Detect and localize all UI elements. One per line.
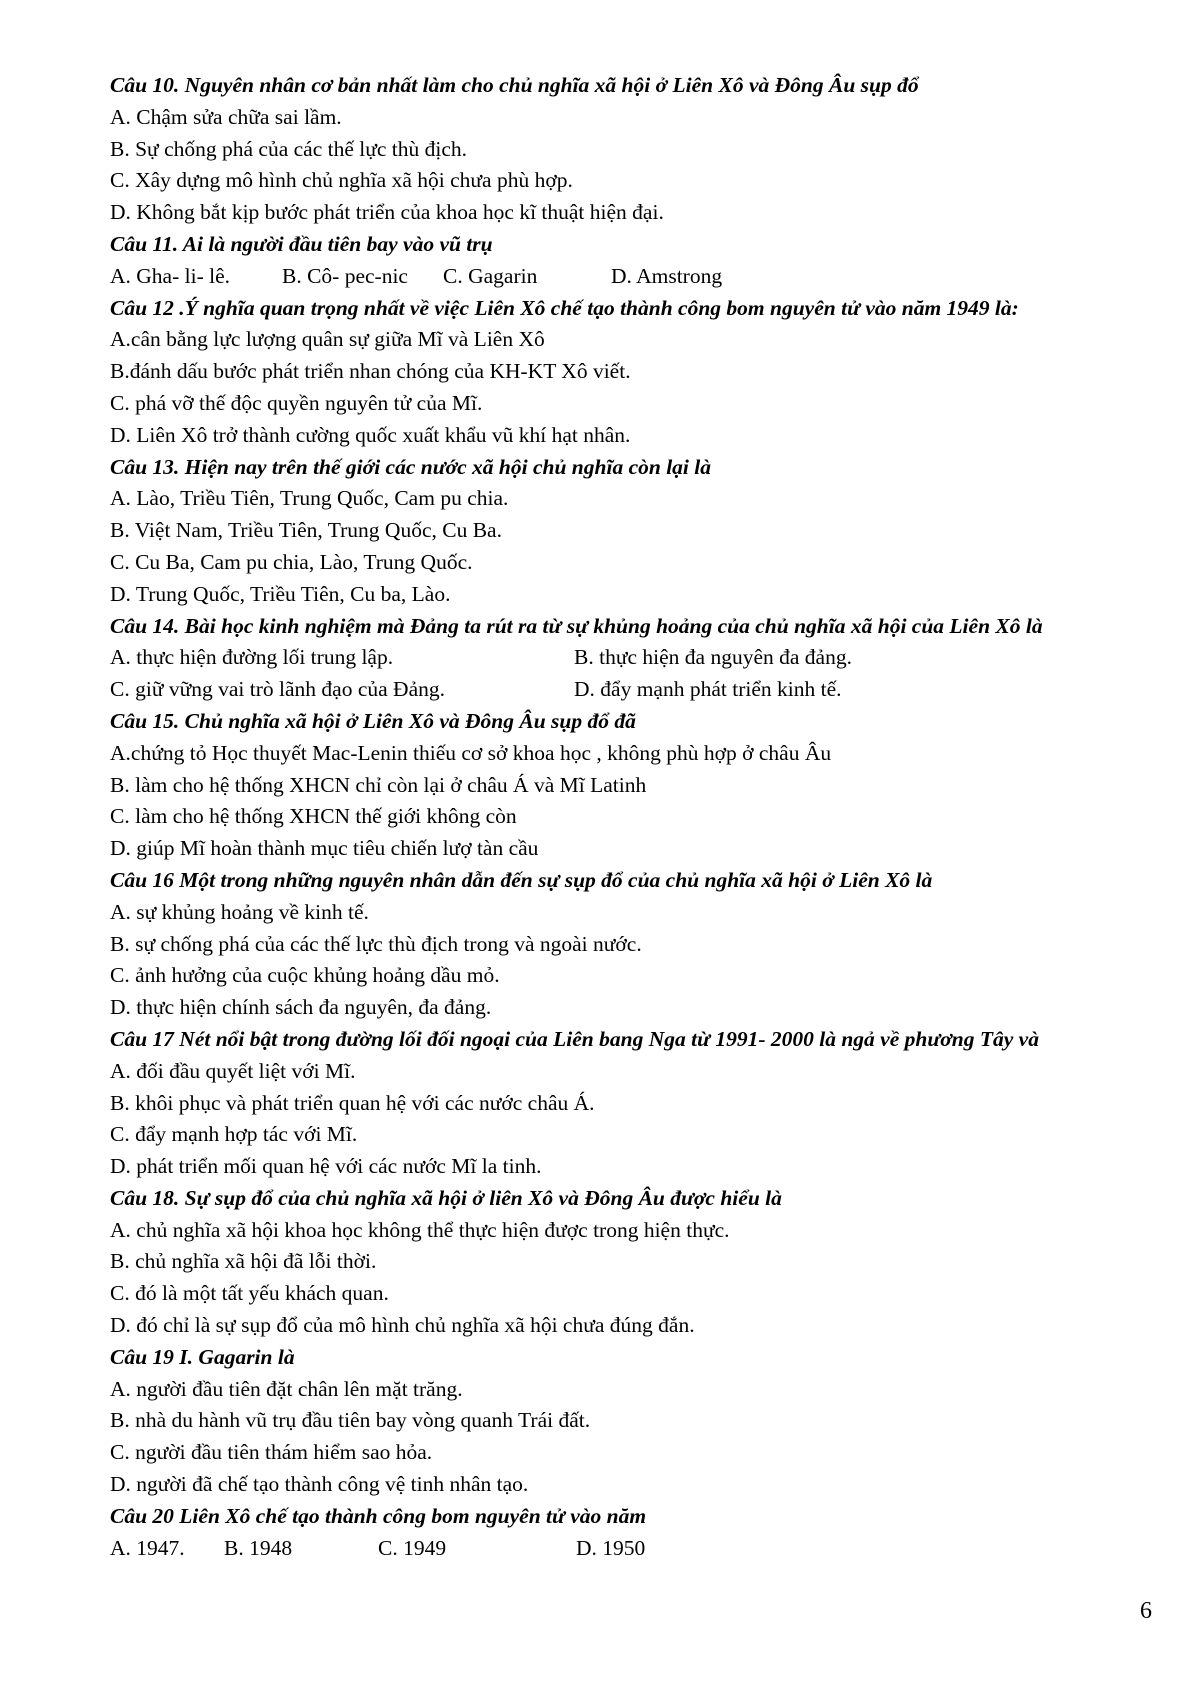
answer-option: C. Gagarin [443,263,538,288]
answer-option: A. Gha- li- lê. [110,263,231,288]
answer-option: D. giúp Mĩ hoàn thành mục tiêu chiến lượ tàn cầu [110,836,539,861]
answer-option: A. đối đầu quyết liệt với Mĩ. [110,1058,356,1083]
answer-row [110,1533,1170,1565]
answer-option: B. thực hiện đa nguyên đa đảng. [574,645,852,670]
answer-option: C. giữ vững vai trò lãnh đạo của Đảng. [110,677,445,702]
answer-option: D. đẩy mạnh phát triển kinh tế. [574,677,842,702]
answer-option: C. đó là một tất yếu khách quan. [110,1281,389,1306]
answer-option: B. 1948 [224,1535,293,1560]
page-number: 6 [1140,1598,1152,1624]
answer-option: D. thực hiện chính sách đa nguyên, đa đảng. [110,995,492,1020]
answer-option: C. làm cho hệ thống XHCN thế giới không còn [110,804,517,829]
answer-option: C. người đầu tiên thám hiểm sao hỏa. [110,1440,433,1465]
answer-option: B. khôi phục và phát triển quan hệ với các nước châu Á. [110,1090,595,1115]
answer-row [110,674,1170,706]
question-title: Câu 20 Liên Xô chế tạo thành công bom nguyên tử vào năm [110,1503,647,1528]
answer-option: D. Trung Quốc, Triều Tiên, Cu ba, Lào. [110,581,451,606]
answer-option: D. đó chỉ là sự sụp đổ của mô hình chủ nghĩa xã hội chưa đúng đắn. [110,1313,695,1338]
answer-option: A. sự khủng hoảng về kinh tế. [110,899,369,924]
answer-option: A. người đầu tiên đặt chân lên mặt trăng. [110,1376,463,1401]
question-title: Câu 13. Hiện nay trên thế giới các nước xã hội chủ nghĩa còn lại là [110,454,711,479]
answer-option: C. đẩy mạnh hợp tác với Mĩ. [110,1122,358,1147]
answer-option: B. chủ nghĩa xã hội đã lỗi thời. [110,1249,377,1274]
answer-option: C. Cu Ba, Cam pu chia, Lào, Trung Quốc. [110,549,473,574]
question-title: Câu 16 Một trong những nguyên nhân dẫn đến sự sụp đổ của chủ nghĩa xã hội ở Liên Xô là [110,867,933,892]
answer-option: C. Xây dựng mô hình chủ nghĩa xã hội chưa phù hợp. [110,168,573,193]
answer-option: A.chứng tỏ Học thuyết Mac-Lenin thiếu cơ sở khoa học , không phù hợp ở châu Âu [110,740,832,765]
answer-option: A. 1947. [110,1535,185,1560]
answer-option: A. thực hiện đường lối trung lập. [110,645,394,670]
answer-option: B. sự chống phá của các thế lực thù địch trong và ngoài nước. [110,931,642,956]
answer-option: A. Chậm sửa chữa sai lầm. [110,104,342,129]
answer-option: D. Amstrong [611,263,723,288]
question-page [110,70,1170,1564]
answer-option: D. Liên Xô trở thành cường quốc xuất khẩu vũ khí hạt nhân. [110,422,631,447]
answer-option: A. Lào, Triều Tiên, Trung Quốc, Cam pu chia. [110,486,509,511]
answer-row [110,642,1170,674]
question-title: Câu 14. Bài học kinh nghiệm mà Đảng ta rút ra từ sự khủng hoảng của chủ nghĩa xã hội của Liên Xô là [110,613,1043,638]
answer-option: B. nhà du hành vũ trụ đầu tiên bay vòng quanh Trái đất. [110,1408,591,1433]
answer-option: D. phát triển mối quan hệ với các nước Mĩ la tinh. [110,1154,542,1179]
answer-option: A.cân bằng lực lượng quân sự giữa Mĩ và Liên Xô [110,327,545,352]
answer-option: B. Sự chống phá của các thế lực thù địch. [110,136,468,161]
question-title: Câu 19 I. Gagarin là [110,1344,295,1369]
answer-option: C. ảnh hưởng của cuộc khủng hoảng dầu mỏ. [110,963,500,988]
answer-option: B.đánh dấu bước phát triển nhan chóng của KH-KT Xô viết. [110,359,631,384]
question-title: Câu 15. Chủ nghĩa xã hội ở Liên Xô và Đông Âu sụp đổ đã [110,708,636,733]
question-title: Câu 17 Nét nổi bật trong đường lối đối ngoại của Liên bang Nga từ 1991- 2000 là ngả về phương Tây và [110,1026,1039,1051]
answer-option: B. Việt Nam, Triều Tiên, Trung Quốc, Cu Ba. [110,518,502,543]
answer-option: D. 1950 [576,1535,646,1560]
question-title: Câu 11. Ai là người đầu tiên bay vào vũ trụ [110,231,493,256]
answer-option: A. chủ nghĩa xã hội khoa học không thể thực hiện được trong hiện thực. [110,1217,730,1242]
question-title: Câu 18. Sự sụp đổ của chủ nghĩa xã hội ở liên Xô và Đông Âu được hiểu là [110,1185,782,1210]
answer-row [110,261,1170,293]
answer-option: D. người đã chế tạo thành công vệ tinh nhân tạo. [110,1472,529,1497]
question-title: Câu 12 .Ý nghĩa quan trọng nhất về việc Liên Xô chế tạo thành công bom nguyên tử vào năm 1949 là: [110,295,1019,320]
answer-option: D. Không bắt kịp bước phát triển của khoa học kĩ thuật hiện đại. [110,200,664,225]
answer-option: C. phá vỡ thế độc quyền nguyên tử của Mĩ. [110,390,483,415]
question-title: Câu 10. Nguyên nhân cơ bản nhất làm cho chủ nghĩa xã hội ở Liên Xô và Đông Âu sụp đổ [110,73,919,97]
answer-option: B. làm cho hệ thống XHCN chỉ còn lại ở châu Á và Mĩ Latinh [110,772,647,797]
answer-option: B. Cô- pec-nic [282,263,408,288]
answer-option: C. 1949 [378,1535,447,1560]
